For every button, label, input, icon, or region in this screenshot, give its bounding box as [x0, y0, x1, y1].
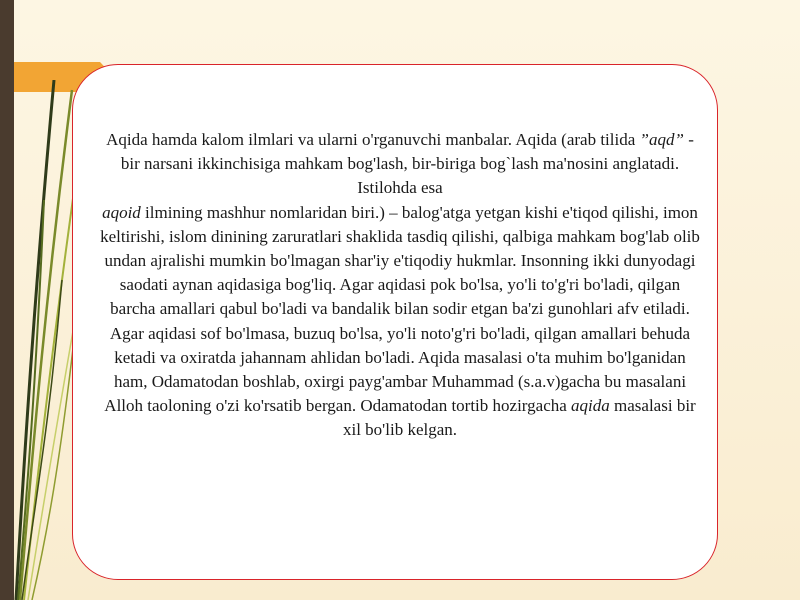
text-part-1: Aqida hamda kalom ilmlari va ularni o'rganuvchi manbalar. Aqida (arab tilida — [106, 130, 640, 149]
left-accent-bar — [0, 0, 14, 600]
arabic-term: ”aqd” — [639, 130, 684, 149]
text-part-2: - bir narsani ikkinchisiga mahkam bog'lash, bir-biriga bog`lash ma'nosini anglatadi. Istilohda esa — [120, 130, 694, 198]
text-part-4: masalasi bir xil bo'lib kelgan. — [342, 396, 696, 440]
term-aqoid: aqoid — [102, 202, 141, 222]
term-aqida: aqida — [571, 396, 610, 416]
text-part-3: ilmining mashhur nomlaridan biri.) – balog'atga yetgan kishi e'tiqod qilishi, imon keltirishi, islom dinining zaruratlari shaklida tasdiq qilishi, qalbiga mahkam bog'lab olib undan ajralishi mumkin bo'lmagan shar'iy e'tiqodiy hukmlar. Insonning ikki dunyodagi saodati aynan aqidasiga bog'liq. Agar aqidasi pok bo'lsa, yo'li to'g'ri bo'ladi, qilgan barcha amallari qabul bo'ladi va bandalik bilan sodir etgan ba'zi gunohlari afv etiladi. Agar aqidasi sof bo'lmasa, buzuq bo'lsa, yo'li noto'g'ri bo'ladi, qilgan amallari behuda ketadi va oxiratda jahannam ahlidan bo'ladi. Aqida masalasi o'ta muhim bo'lganidan ham, Odamatodan boshlab, oxirgi payg'ambar Muhammad (s.a.v)gacha bu masalani Alloh taoloning o'zi ko'rsatib bergan. Odamatodan tortib hozirgacha — [100, 202, 700, 416]
body-paragraph — [100, 128, 700, 443]
